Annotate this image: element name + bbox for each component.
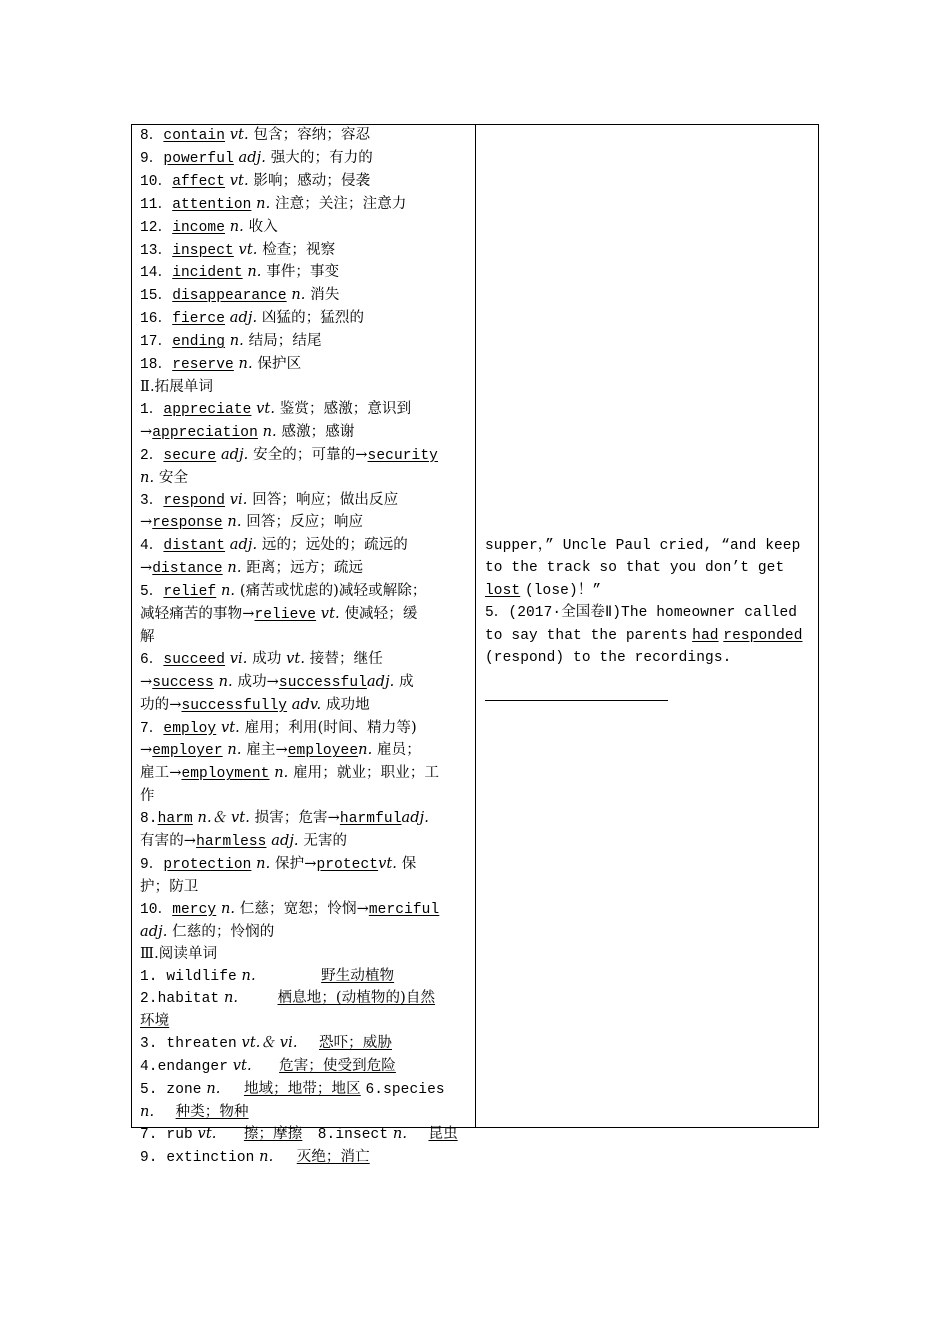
extended-word-line (140, 854, 467, 877)
word: employment (181, 766, 270, 783)
part-of-speech: vi. (229, 491, 248, 508)
answer: 栖息地；(动植物的)自然 (277, 990, 436, 1007)
reading-item: 4.endanger vt. 危害；使受到危险 (140, 1058, 396, 1076)
meaning: 消失 (310, 287, 340, 304)
item-number: 2． (140, 447, 164, 464)
extended-word-line (140, 490, 467, 513)
meaning: 结局；结尾 (248, 333, 322, 350)
word: ending (172, 334, 226, 351)
part-of-speech: vt. (378, 856, 398, 872)
word: successfully (181, 697, 288, 714)
item-number: 14． (140, 265, 173, 282)
reading-item: 9. extinction n. 灭绝；消亡 (140, 1148, 370, 1166)
meaning: 仁慈；宽恕；怜悯→ (239, 900, 369, 917)
item-number: 10． (140, 901, 173, 918)
item-number: 18． (140, 357, 173, 374)
meaning: 距离；远方；疏远 (246, 560, 364, 577)
part-of-speech: vt. (320, 606, 340, 623)
meaning: 感激；感谢 (281, 423, 355, 440)
extended-word-line (140, 695, 467, 718)
extended-word-line (140, 468, 467, 490)
word: reserve (172, 357, 234, 374)
core-word-item (140, 331, 467, 354)
item-number: 12． (140, 219, 173, 236)
extended-word-line (140, 445, 467, 468)
meaning: 使减轻；缓 (344, 606, 418, 623)
part-of-speech: n. (256, 856, 271, 872)
part-of-speech: n. (247, 264, 262, 281)
arrow: → (140, 742, 153, 759)
meaning: 强大的；有力的 (270, 149, 373, 166)
answer: 种类；物种 (175, 1103, 249, 1120)
meaning: 保护区 (257, 356, 302, 373)
extended-word-line (140, 763, 467, 786)
word: protection (163, 857, 252, 873)
answer: had (692, 627, 719, 644)
part-of-speech: adj. (366, 673, 395, 690)
item-number: 9． (140, 857, 164, 873)
part-of-speech: adj. (401, 810, 429, 827)
meaning: 保护→ (275, 856, 317, 872)
answer: 野生动植物 (321, 967, 395, 984)
section-title-extended-words: Ⅱ.拓展单词 (140, 378, 214, 395)
meaning: 雇主→ (246, 742, 288, 759)
part-of-speech: n. (227, 560, 242, 577)
part-of-speech: n. (140, 469, 155, 486)
right-column (476, 125, 818, 1127)
meaning: 凶猛的；猛烈的 (261, 310, 365, 327)
part-of-speech: n. (238, 356, 253, 373)
part-of-speech: adj. (271, 833, 299, 850)
extended-word-line (140, 877, 467, 899)
part-of-speech: n. (358, 742, 373, 759)
meaning: 检查；视察 (262, 241, 336, 258)
meaning: 雇用；利用(时间、精力等) (244, 719, 417, 736)
reading-item: 3. threaten vt.＆ vi. 恐吓；威胁 (140, 1035, 392, 1053)
core-word-item (140, 354, 467, 377)
part-of-speech: adj. (229, 310, 258, 327)
word: response (152, 515, 223, 532)
word: appreciation (152, 424, 258, 441)
part-of-speech: vt. (220, 719, 240, 736)
core-word-list (140, 125, 467, 377)
exercise-line: 5．(2017·全国卷Ⅱ)The homeowner called (485, 604, 798, 621)
exercise-line: supper，” Uncle Paul cried, “and keep (485, 538, 801, 554)
part-of-speech: n.＆ vt. (197, 810, 250, 827)
core-word-item (140, 148, 467, 171)
word: income (172, 219, 226, 236)
part-of-speech: n. (220, 583, 236, 600)
item-number: 17． (140, 334, 173, 351)
extended-word-line (140, 649, 467, 672)
meaning: 作 (140, 788, 155, 805)
extended-word-line (140, 422, 467, 445)
answer-blank-line (485, 700, 668, 701)
answer: lost (485, 582, 521, 599)
answer: 恐吓；威胁 (318, 1035, 392, 1052)
arrow: → (140, 423, 153, 440)
part-of-speech: n. (218, 673, 233, 690)
item-number: 13． (140, 242, 173, 259)
extended-word-line (140, 786, 467, 808)
item-number: 9． (140, 150, 164, 167)
word: succeed (163, 651, 226, 668)
word: employ (163, 720, 217, 737)
extended-word-line (140, 922, 467, 944)
extended-word-line (140, 512, 467, 535)
meaning: 雇员； (377, 742, 421, 759)
extended-word-line (140, 604, 467, 627)
word: inspect (172, 242, 234, 259)
word: mercy (172, 901, 217, 918)
reading-item: 1. wildlife n. 野生动植物 (140, 967, 395, 985)
core-word-item (140, 285, 467, 308)
word: employer (152, 743, 223, 760)
word: powerful (163, 150, 234, 167)
meaning: 成 (399, 673, 414, 690)
section-title-reading-words: Ⅲ.阅读单词 (140, 945, 218, 962)
item-number: 3． (140, 492, 164, 509)
word: distant (163, 538, 226, 555)
core-word-item (140, 171, 467, 194)
item-number: 8． (140, 128, 164, 144)
word: successful (278, 674, 367, 691)
meaning: 回答；响应；做出反应 (252, 491, 399, 508)
meaning: 雇工→ (140, 765, 182, 782)
part-of-speech: vt. (229, 172, 249, 189)
part-of-speech: n. (229, 333, 244, 350)
core-word-item (140, 125, 467, 148)
meaning: 保 (401, 856, 417, 872)
meaning: 成功地 (325, 696, 370, 713)
part-of-speech: n. (227, 514, 242, 531)
reading-item: 7. rub vt. 擦；摩擦 8.insect n. 昆虫 (140, 1125, 458, 1143)
meaning: 事件；事变 (266, 264, 340, 281)
item-number: 1． (140, 401, 164, 418)
word: appreciate (163, 401, 252, 418)
extended-word-line (140, 740, 467, 763)
part-of-speech: n. (227, 742, 242, 759)
arrow: → (140, 560, 153, 577)
part-of-speech: n. (291, 287, 306, 304)
item-number: 8. (140, 811, 158, 828)
part-of-speech: adj. (140, 923, 168, 940)
item-number: 16． (140, 311, 173, 328)
core-word-item (140, 262, 467, 285)
word: harm (157, 811, 193, 828)
extended-word-line (140, 627, 467, 649)
word: protect (316, 857, 379, 873)
reading-word-list (140, 966, 467, 1170)
meaning: 安全的；可靠的→ (253, 446, 368, 463)
item-number: 15． (140, 288, 173, 305)
answer: 环境 (140, 1013, 170, 1030)
word: incident (172, 265, 243, 282)
meaning: 减轻痛苦的事物→ (140, 606, 255, 623)
word: harmless (196, 834, 267, 851)
word: distance (152, 561, 223, 578)
meaning: 包含；容纳；容忍 (253, 127, 371, 143)
part-of-speech: n. (229, 218, 244, 235)
word: relief (163, 584, 217, 601)
arrow: → (140, 514, 153, 531)
exercise-line: to say that the parents had responded (485, 627, 803, 644)
exercise-text (485, 536, 814, 701)
meaning: 回答；反应；响应 (246, 514, 364, 531)
meaning: 雇用；就业；职业；工 (293, 765, 440, 782)
meaning: 成功→ (237, 673, 279, 690)
extended-word-line (140, 399, 467, 422)
item-number: 10． (140, 173, 173, 190)
meaning: 接替；继任 (309, 650, 383, 667)
word: contain (163, 128, 226, 144)
meaning: 影响；感动；侵袭 (253, 172, 371, 189)
part-of-speech: adj. (238, 149, 266, 166)
core-word-item (140, 194, 467, 217)
document-table (131, 124, 819, 1166)
meaning: 功的→ (140, 696, 182, 713)
reading-item: 5. zone n. 地域；地带；地区 6.species (140, 1081, 445, 1099)
part-of-speech: adj. (220, 446, 249, 463)
meaning: 损害；危害→ (254, 810, 340, 827)
part-of-speech: n. (220, 900, 236, 917)
word: secure (163, 447, 217, 464)
meaning: 注意；关注；注意力 (275, 195, 407, 212)
answer: 灭绝；消亡 (296, 1148, 370, 1165)
reading-item: 2.habitat n. 栖息地；(动植物的)自然 (140, 990, 436, 1008)
meaning: 护；防卫 (140, 878, 199, 895)
part-of-speech: adv. (291, 696, 322, 713)
meaning: 成功 (252, 650, 282, 667)
item-number: 11． (140, 196, 173, 213)
word: harmful (339, 811, 402, 828)
word: security (367, 447, 438, 464)
word: employee (287, 743, 359, 760)
meaning: 无害的 (303, 833, 348, 850)
answer: 擦；摩擦 (243, 1125, 303, 1142)
exercise-line: lost (lose)！” (485, 582, 602, 599)
item-number: 5． (140, 584, 164, 601)
part-of-speech: vt. (286, 650, 306, 667)
arrow: → (140, 673, 153, 690)
extended-word-list (140, 399, 467, 944)
meaning: (痛苦或忧虑的)减轻或解除； (239, 583, 427, 600)
extended-word-line (140, 718, 467, 741)
part-of-speech: vt. (238, 241, 258, 258)
word: attention (172, 196, 252, 213)
extended-word-line (140, 558, 467, 581)
word: success (152, 674, 214, 691)
extended-word-line (140, 899, 467, 922)
extended-word-line (140, 808, 467, 831)
word: merciful (368, 901, 440, 918)
meaning: 安全 (158, 469, 189, 486)
item-number: 7． (140, 720, 164, 737)
left-column (132, 125, 476, 1166)
meaning: 远的；远处的；疏远的 (261, 537, 408, 554)
meaning: 有害的→ (140, 833, 197, 850)
part-of-speech: vi. (229, 650, 248, 667)
part-of-speech: n. (274, 765, 289, 782)
reading-item: n. 种类；物种 (140, 1103, 249, 1120)
extended-word-line (140, 535, 467, 558)
reading-item (140, 1011, 467, 1033)
word: disappearance (172, 288, 287, 305)
word: affect (172, 173, 226, 190)
item-number: 6． (140, 651, 164, 668)
answer: 地域；地带；地区 (243, 1081, 361, 1098)
meaning: 解 (140, 628, 155, 645)
meaning: 仁慈的；怜悯的 (172, 923, 275, 940)
answer: 危害；使受到危险 (279, 1058, 396, 1075)
core-word-item (140, 217, 467, 240)
part-of-speech: vt. (229, 127, 249, 143)
meaning: 鉴赏；感激；意识到 (279, 400, 412, 417)
word: relieve (254, 607, 317, 624)
part-of-speech: vt. (256, 400, 276, 417)
answer: responded (723, 627, 803, 644)
part-of-speech: n. (262, 423, 277, 440)
answer: 昆虫 (428, 1125, 458, 1142)
core-word-item (140, 240, 467, 263)
word: fierce (172, 311, 226, 328)
part-of-speech: n. (256, 195, 271, 212)
core-word-item (140, 308, 467, 331)
exercise-line: to the track so that you don’t get (485, 559, 785, 576)
extended-word-line (140, 581, 467, 604)
part-of-speech: adj. (229, 537, 258, 554)
extended-word-line (140, 831, 467, 854)
meaning: 收入 (248, 218, 278, 235)
item-number: 4． (140, 538, 164, 555)
exercise-line: (respond) to the recordings. (485, 649, 732, 666)
word: respond (163, 492, 226, 509)
extended-word-line (140, 672, 467, 695)
